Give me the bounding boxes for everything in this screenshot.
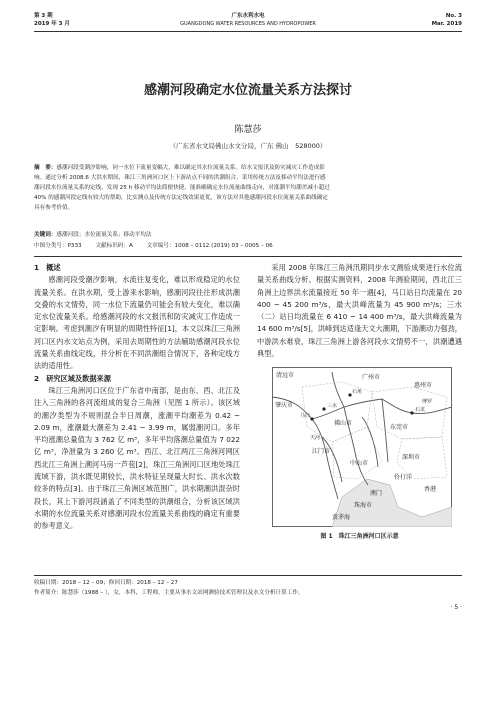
abstract-line: 潮河段水位流量关系的定线，发现 25 h 移动平均法简便快捷，能准确确定水位流量曲线走向，对涨潮平均潮差减小超过: [34, 185, 330, 191]
keywords-label: 关键词：: [34, 232, 57, 238]
right-column: [257, 262, 462, 360]
map-label-shenzhen: 深圳市: [402, 454, 421, 461]
abstract-line: 响。通过分析 2008.6 大洪水期间，珠江三角洲河口区上下游站点不同的洪潮组合，采用传统方法及移动平均法进行感: [34, 175, 326, 181]
header-rule: [34, 31, 462, 32]
map-label-zhuhai: 珠海市: [354, 502, 373, 509]
map-label-huangmao: 黄茅海: [332, 514, 351, 521]
left-column: [34, 262, 240, 533]
map-label-sanshui: 三水: [327, 403, 338, 409]
abstract: [34, 163, 462, 213]
station-shilong: [410, 411, 413, 414]
station-sanshui: [322, 407, 325, 410]
map-label-tianhe: 天河: [310, 435, 321, 441]
map-label-macau: 澳门: [370, 490, 383, 497]
author-name: 陈慧莎: [234, 125, 262, 135]
keywords-text: 感潮河段；水位流量关系；移动平均法: [56, 232, 152, 238]
abstract-line: 40% 的感潮河段定线有较大的帮助，比实测点及传统方法定线效果更优，该方法对其他感潮河段水位流量关系曲线确定: [34, 195, 328, 201]
header-issue-en: No. 3: [445, 13, 462, 19]
map-label-qingyuan: 清远市: [276, 372, 295, 379]
map-label-dongguan: 东莞市: [390, 424, 409, 431]
abstract-label: 摘 要：: [34, 165, 57, 171]
abstract-line: 具有参考价值。: [34, 205, 74, 211]
journal-title-cn: 广东水利水电: [231, 13, 265, 19]
article-number: 文章编号：1008 – 0112 (2019) 03 – 0005 – 06: [146, 243, 273, 249]
figure-caption: 图 1 珠江三角洲河口区示意: [320, 533, 399, 540]
keywords: [34, 230, 462, 240]
paragraph: 采用 2008 年珠江三角洲汛期同步水文测验成果进行水位流量关系曲线分析。根据实测资料，2008 年测验期间，西北江三角洲上边界洪水流量接近 50 年一遇[4]，马口站日均流量在 20 400 ~ 45 200 m³/s，最大洪峰流量为 45 900 m³/s；三水（二）站日均流量在 6 410 ~ 14 400 m³/s，最大洪峰流量为 14 600 m³/s[5]，洪峰到达适逢天文大潮期，下游潮动力强劲，中游洪水难衰，珠江三角洲上游各河段水文情势不一，洪潮遭遇典型。: [257, 263, 462, 359]
map-label-huizhou: 惠州市: [414, 382, 433, 389]
affiliation: （广东省水文局佛山水文分局，广东 佛山 528000）: [169, 142, 327, 150]
abstract-line: 摘 要：感潮河段受潮汐影响，同一水位下流量变幅大，难以确定其水位流量关系。给水文报汛及防灾减灾工作造成影: [34, 165, 325, 171]
map-label-zhongshan: 中山市: [350, 460, 369, 467]
header-issue: 第 3 期: [34, 13, 53, 19]
map-label-makou: 马口: [300, 413, 311, 419]
map-label-hongkong: 香港: [424, 486, 437, 493]
header-date: 2019 年 3 月: [34, 21, 70, 27]
clc-number: 中图分类号：P333: [34, 243, 82, 249]
paper-title: 感潮河段确定水位流量关系方法探讨: [143, 83, 352, 98]
page-number: · 5 ·: [450, 604, 462, 611]
map-label-jiangmen: 江门市: [312, 448, 331, 455]
doc-code: 文献标识码：A: [95, 243, 133, 249]
map-label-boluo: 博罗: [422, 399, 433, 405]
delta-map: [272, 367, 452, 527]
map-label-foshan: 佛山市: [334, 420, 353, 427]
journal-title-en: GUANGDONG WATER RESOURCES AND HYDROPOWER: [180, 21, 316, 27]
footnote-author: 作者简介：陈慧莎（1988 – ），女，本科，工程师，主要从事水文站网测验技术管理以及水文分析计算工作。: [34, 590, 304, 596]
section-heading: 1 概述: [34, 263, 61, 272]
header-date-en: Mar. 2019: [431, 21, 462, 27]
map-label-zhaoqing: 肇庆市: [275, 402, 294, 409]
map-label-lingding: 伶仃洋: [394, 474, 413, 481]
abstract-rule: [34, 256, 462, 257]
map-label-shijiao: 石角: [352, 389, 363, 395]
article-meta: [34, 241, 462, 251]
footnote-received: 收稿日期：2018 – 12 – 09；修回日期：2018 – 12 – 27: [34, 580, 178, 586]
map-label-shilong: 石龙: [415, 407, 426, 413]
footnote-rule: [34, 575, 462, 576]
paragraph: 感潮河段受潮汐影响，水流往复变化，难以形成稳定的水位流量关系。在洪水期，受上游来水影响，感潮河段往往形成洪潮交叠的水文情势，同一水位下流量仍可能会有较大变化，难以确定水位流量关系。给感潮河段的水文报汛和防灾减灾工作造成一定影响。考虑到潮汐有明显的周期性特征[1]，本文以珠江三角洲河口区内水文站点为例，采用去周期性的方法辅助感潮河段水位流量关系曲线定线，并分析在不同洪潮组合情况下，各种定线方法的适用性。: [34, 275, 240, 371]
map-label-guangzhou: 广州市: [362, 374, 381, 381]
station-makou: [310, 417, 313, 420]
paragraph: 珠江三角洲河口区位于广东省中南部，是由东、西、北江及注入三角洲的各河流组成的复合三角洲（见图 1 所示）。该区域的潮汐类型为不规则混合半日周潮，涨潮平均潮差为 0.42 ~ 2.09 m，涨潮最大潮差为 2.41 ~ 3.99 m，属弱潮河口。多年平均涨潮总量值为 3 762 亿 m³，多年平均落潮总量值为 7 022 亿 m³，净泄量为 3 260 亿 m³。西江、北江两江三角洲河网区西北江三角洲上溯河马房一芦苞[2]，珠江三角洲河口区地处珠江流域下游，洪水既见期较长，洪水特征呈现量大时长、洪水次数较多的特点[3]。由于珠江三角洲区域范围广，洪水期潮洪混杂时段长，其上下游河段涵盖了不同类型的洪潮组合，分析该区域洪水期的水位流量关系对感潮河段水位流量关系曲线的确定有重要的参考意义。: [34, 385, 240, 531]
section-heading: 2 研究区域及数据来源: [34, 373, 111, 383]
